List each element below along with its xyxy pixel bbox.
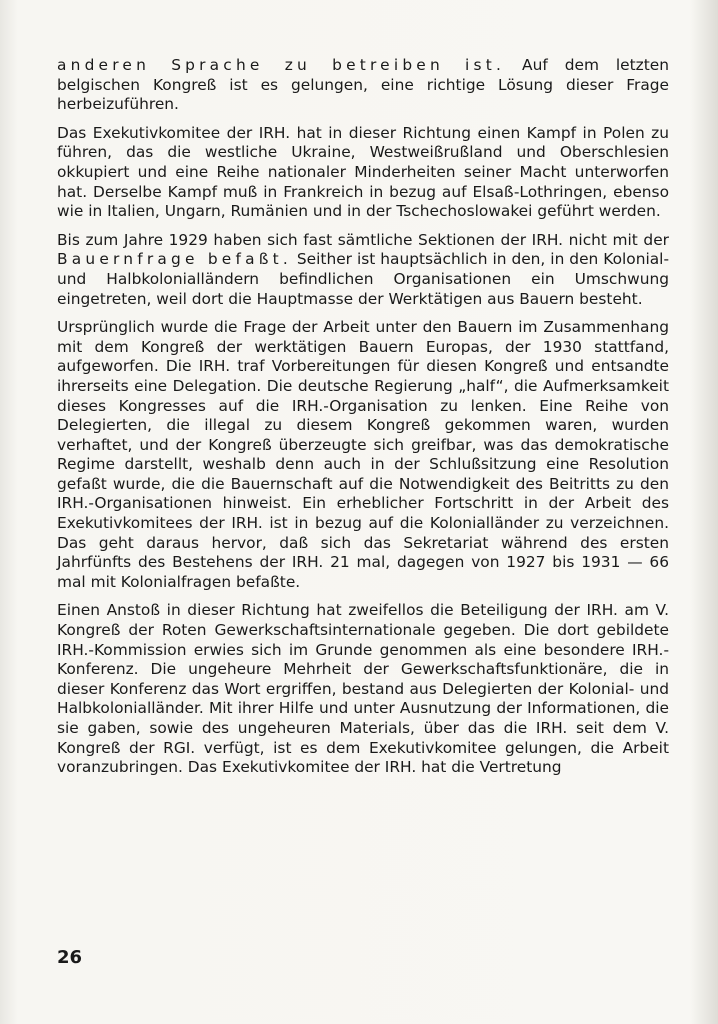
text-run: Ursprünglich wurde die Frage der Arbeit unter den Bauern im Zusammenhang mit dem Kongreß der werktätigen Bauern Europas, der 1930 stattfand, aufgeworfen. Die IRH. traf Vorbereitungen für diesen Kongreß und entsandte ihrerseits eine Delegation. Die deutsche Regierung „half“, die Aufmerksamkeit dieses Kongresses auf die IRH.-Organisation zu lenken. Eine Reihe von Delegierten, die illegal zu diesem Kongreß gekommen waren, wurden verhaftet, und der Kongreß überzeugte sich greifbar, was das demokratische Regime darstellt, weshalb denn auch in der Schlußsitzung eine Resolution gefaßt wurde, die die Bauernschaft auf die Notwendigkeit des Beitritts zu den IRH.-Organisationen hinweist. Ein erheblicher Fortschritt in der Arbeit des Exekutivkomitees der IRH. ist in bezug auf die Kolonialländer zu verzeichnen. Das geht daraus hervor, daß sich das Sekretariat während des ersten Jahrfünfts des Bestehens der IRH. 21 mal, dagegen von 1927 bis 1931 — 66 mal mit Kolonialfragen befaßte. xyxy=(57,318,669,591)
paragraph-4 xyxy=(57,318,669,592)
text-run: Auf dem letzten belgischen Kongreß ist es gelungen, eine richtige Lösung dieser Frage herbeizuführen. xyxy=(57,56,669,114)
paragraph-5 xyxy=(57,601,669,777)
text-run: Das Exekutivkomitee der IRH. hat in dieser Richtung einen Kampf in Polen zu führen, das die westliche Ukraine, Westweißrußland und Oberschlesien okkupiert und eine Reihe nationaler Minderheiten seiner Macht unterworfen hat. Derselbe Kampf muß in Frankreich in bezug auf Elsaß-Lothringen, ebenso wie in Italien, Ungarn, Rumänien und in der Tschechoslowakei geführt werden. xyxy=(57,123,669,221)
text-run: Seither ist hauptsächlich in den, in den Kolonial- und Halbkolonialländern befindlichen Organisationen ein Umschwung eingetreten, weil dort die Hauptmasse der Werktätigen aus Bauern besteht. xyxy=(57,250,669,308)
paragraph-3 xyxy=(57,231,669,309)
page-number: 26 xyxy=(57,947,83,968)
text-run: Einen Anstoß in dieser Richtung hat zweifellos die Beteiligung der IRH. am V. Kongreß der Roten Gewerkschaftsinternationale gegeben. Die dort gebildete IRH.-Kommission erwies sich im Grunde genommen als eine besondere IRH.-Konferenz. Die ungeheure Mehrheit der Gewerkschaftsfunktionäre, die in dieser Konferenz das Wort ergriffen, bestand aus Delegierten der Kolonial- und Halbkolonialländer. Mit ihrer Hilfe und unter Ausnutzung der Informationen, die sie gaben, sowie des ungeheuren Materials, über das die IRH. seit dem V. Kongreß der RGI. verfügt, ist es dem Exekutivkomitee gelungen, die Arbeit voranzubringen. Das Exekutivkomitee der IRH. hat die Vertretung xyxy=(57,601,669,777)
spaced-emphasis: Bauernfrage befaßt. xyxy=(57,250,292,269)
spaced-emphasis: anderen Sprache zu betreiben ist. xyxy=(57,56,506,74)
body-text xyxy=(57,56,669,787)
text-run: Bis zum Jahre 1929 haben sich fast sämtliche Sektionen der IRH. nicht mit der xyxy=(57,230,669,249)
paragraph-2 xyxy=(57,124,669,222)
paragraph-1 xyxy=(57,56,669,115)
